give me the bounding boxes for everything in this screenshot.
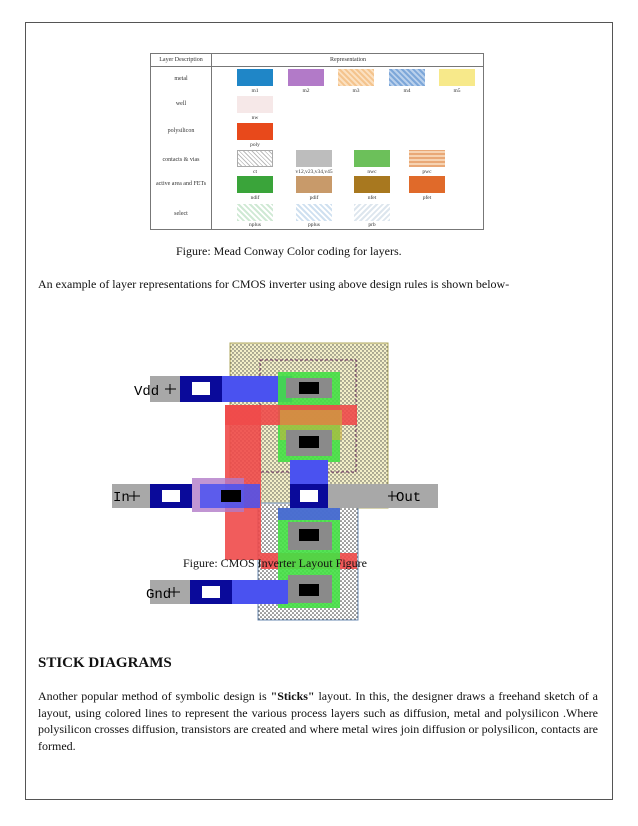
swatch-label-nfet: nfet: [367, 195, 377, 201]
out-label: Out: [396, 490, 422, 506]
swatch-label-m2: m2: [302, 88, 310, 94]
swatch-label-m1: m1: [251, 88, 259, 94]
header-representation: Representation: [330, 57, 366, 63]
swatch-label-m4: m4: [403, 88, 411, 94]
pmos-drain-contact: [299, 436, 319, 448]
input-poly-contact: [221, 490, 241, 502]
swatch-label-pwc: pwc: [422, 169, 432, 175]
row-label-contacts: contacts & vias: [162, 157, 200, 163]
row-label-well: well: [175, 101, 187, 107]
swatch-label-pplus: pplus: [308, 222, 320, 228]
swatch-label-pdif: pdif: [309, 195, 319, 201]
intro-paragraph: An example of layer representations for CMOS inverter using above design rules is shown below-: [38, 277, 510, 291]
body-text-bold: "Sticks": [270, 689, 315, 703]
header-layer-description: Layer Description: [159, 57, 203, 63]
nmos-drain-contact: [299, 529, 319, 541]
figure-caption-color-coding: Figure: Mead Conway Color coding for layers.: [176, 244, 402, 258]
body-text-part-2: layout. In this, the designer draws a freehand sketch of a layout, using colored lines to represent the various process layers such as diffusion, metal and polysilicon .Where polysilicon crosses diffusion, transistors are created and where metal wires join diffusion or polysilicon, contacts are formed.: [38, 689, 598, 753]
input-contact: [162, 490, 180, 502]
swatch-label-prb: prb: [368, 222, 376, 228]
pmos-source-contact: [299, 382, 319, 394]
swatch-label-poly: poly: [250, 142, 260, 148]
swatch-label-pfet: pfet: [422, 195, 432, 201]
swatch-label-vias: v12,v23,v34,v45: [295, 169, 333, 175]
output-metal-down: [278, 508, 340, 520]
row-label-metal: metal: [174, 76, 188, 82]
output-pin: [328, 484, 438, 508]
figure-caption-inverter-layout: Figure: CMOS Inverter Layout Figure: [183, 556, 367, 570]
output-via-metal: [290, 460, 328, 484]
swatch-label-nwc: nwc: [367, 169, 377, 175]
swatch-label-nw: nw: [251, 115, 259, 121]
in-label: In: [113, 490, 130, 506]
gnd-contact: [202, 586, 220, 598]
vdd-contact: [192, 382, 210, 395]
nmos-source-contact: [299, 584, 319, 596]
swatch-label-m3: m3: [352, 88, 360, 94]
swatch-label-m5: m5: [453, 88, 461, 94]
section-heading: STICK DIAGRAMS: [38, 655, 172, 671]
swatch-label-ndif: ndif: [250, 195, 260, 201]
swatch-label-ct: ct: [253, 169, 257, 175]
body-text-part-1: Another popular method of symbolic design is: [38, 689, 271, 703]
stick-diagrams-paragraph: [38, 688, 598, 754]
row-label-polysilicon: polysilicon: [167, 128, 195, 134]
gnd-label: Gnd: [146, 587, 172, 603]
gnd-metal: [232, 580, 288, 604]
row-label-active: active area and FETs: [155, 181, 207, 187]
row-label-select: select: [174, 211, 188, 217]
swatch-label-nplus: nplus: [249, 222, 261, 228]
output-contact: [300, 490, 318, 502]
vdd-label: Vdd: [134, 384, 160, 400]
